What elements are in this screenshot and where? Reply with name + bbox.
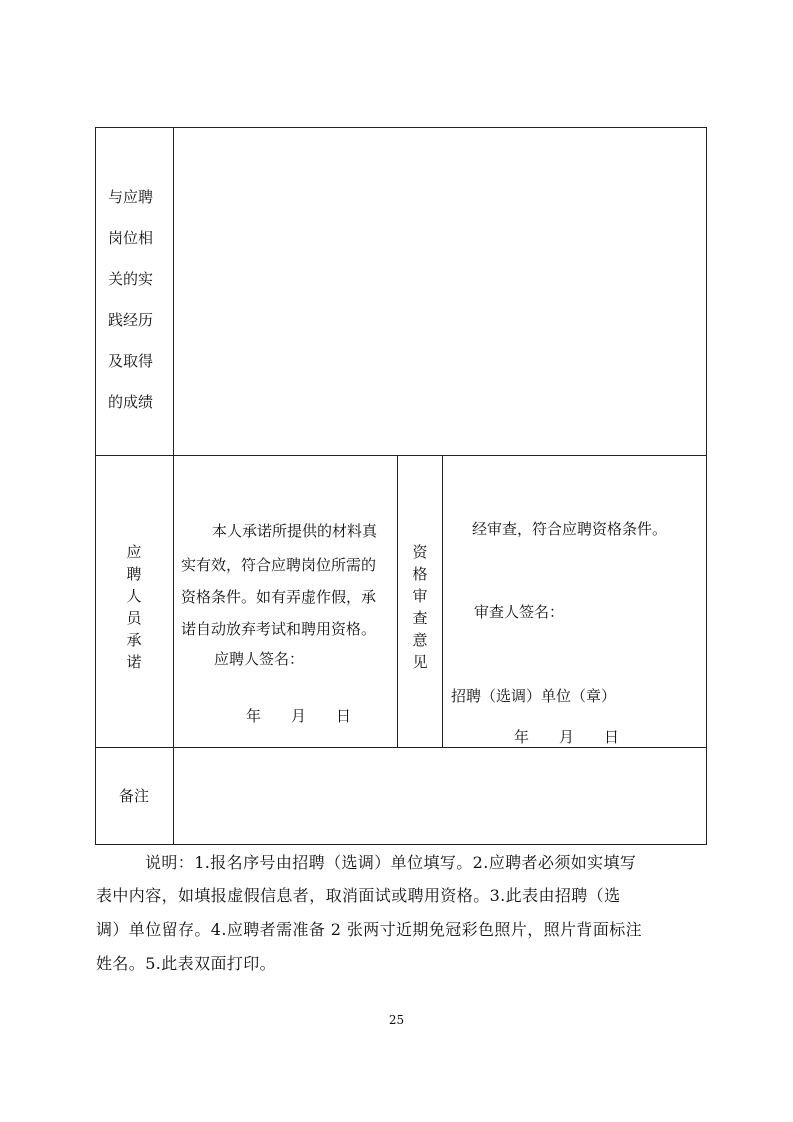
review-opinion: 经审查，符合应聘资格条件。 [472, 520, 668, 538]
review-label-divider [442, 455, 443, 748]
notes-line: 说明：1.报名序号由招聘（选调）单位填写。2.应聘者必须如实填写 [145, 853, 637, 872]
commitment-label-char: 应 [126, 543, 142, 561]
reviewer-signature-label: 审查人签名： [474, 603, 565, 621]
commitment-label-char: 承 [126, 631, 142, 649]
remarks-content-cell[interactable] [174, 748, 706, 844]
review-date: 年 月 日 [514, 728, 620, 746]
commitment-label-char: 诺 [126, 653, 142, 671]
experience-content-cell[interactable] [174, 128, 706, 455]
table-bottom-border [95, 844, 707, 845]
review-label-char: 格 [412, 565, 428, 583]
commitment-text-line: 本人承诺所提供的材料真 [212, 522, 378, 540]
experience-label-line: 岗位相 [108, 229, 154, 247]
experience-label-line: 及取得 [108, 352, 154, 370]
commitment-text-line: 资格条件。如有弄虚作假，承 [181, 588, 377, 606]
row-divider-1 [95, 455, 707, 456]
review-label-char: 意 [412, 631, 428, 649]
review-label-char: 见 [412, 653, 428, 671]
commitment-date: 年 月 日 [246, 707, 352, 725]
commitment-label-char: 聘 [126, 565, 142, 583]
table-right-border [706, 127, 707, 845]
experience-label-line: 与应聘 [108, 188, 154, 206]
applicant-signature-label: 应聘人签名： [214, 650, 305, 668]
recruiting-unit-seal: 招聘（选调）单位（章） [451, 687, 617, 705]
page-number: 25 [388, 1013, 405, 1027]
remarks-label: 备注 [119, 787, 150, 805]
commitment-text-line: 诺自动放弃考试和聘用资格。 [181, 620, 377, 638]
experience-label-line: 关的实 [108, 270, 154, 288]
experience-label-line: 的成绩 [108, 393, 154, 411]
review-label-char: 资 [412, 543, 428, 561]
review-label-char: 审 [412, 587, 428, 605]
notes-line: 调）单位留存。4.应聘者需准备 2 张两寸近期免冠彩色照片，照片背面标注 [96, 920, 643, 939]
notes-line: 姓名。5.此表双面打印。 [96, 954, 277, 973]
notes-line: 表中内容，如填报虚假信息者，取消面试或聘用资格。3.此表由招聘（选 [96, 886, 621, 905]
commitment-review-divider [397, 455, 398, 748]
experience-label-line: 践经历 [108, 311, 154, 329]
table-left-border [95, 127, 96, 845]
review-label-char: 查 [412, 609, 428, 627]
commitment-text-line: 实有效，符合应聘岗位所需的 [181, 556, 377, 574]
commitment-label-char: 员 [126, 609, 142, 627]
commitment-label-char: 人 [126, 587, 142, 605]
